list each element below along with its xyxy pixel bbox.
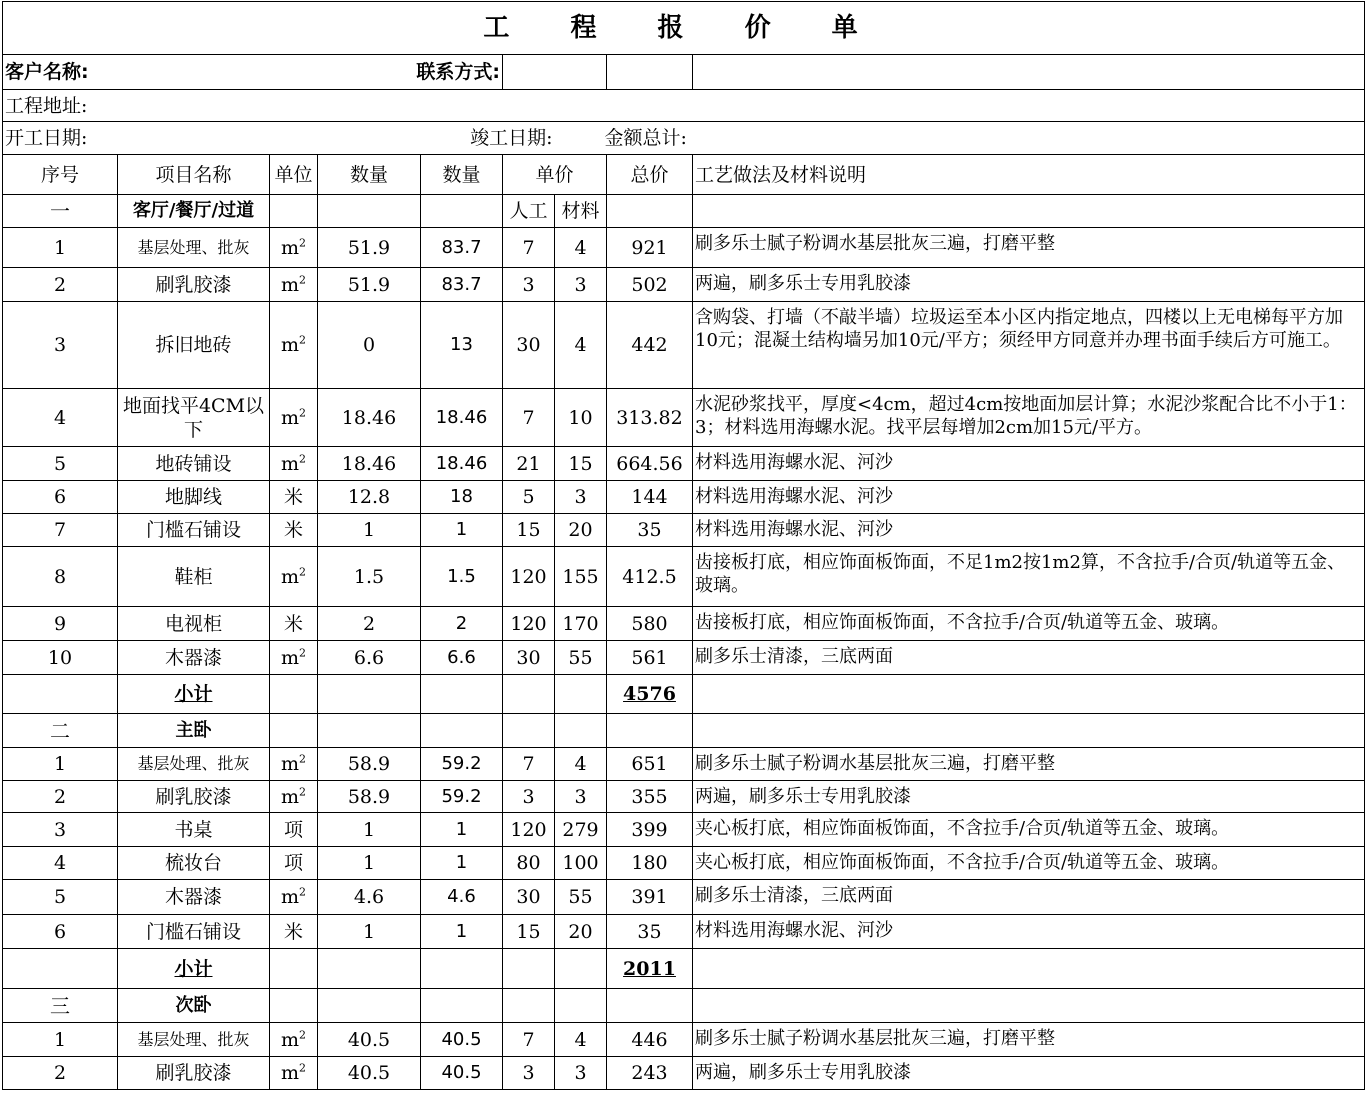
item-labor-price: 120 — [503, 547, 555, 607]
item-description: 两遍，刷多乐士专用乳胶漆 — [693, 268, 1365, 302]
item-labor-price: 3 — [503, 1057, 555, 1090]
empty-cell — [318, 949, 421, 989]
client-extra-cell[interactable] — [693, 55, 1365, 90]
col-desc: 工艺做法及材料说明 — [693, 155, 1365, 195]
item-qty2: 18.46 — [421, 389, 503, 447]
title-row — [3, 2, 1365, 55]
table-row — [3, 268, 1365, 302]
item-seq: 6 — [3, 915, 118, 949]
item-total: 180 — [607, 847, 693, 880]
subtotal-label: 小计 — [118, 675, 270, 714]
item-labor-price: 120 — [503, 813, 555, 847]
item-description: 材料选用海螺水泥、河沙 — [693, 481, 1365, 514]
item-description: 含购袋、打墙（不敲半墙）垃圾运至本小区内指定地点，四楼以上无电梯每平方加10元；混凝土结构墙另加10元/平方；须经甲方同意并办理书面手续后方可施工。 — [693, 302, 1365, 389]
item-description: 刷多乐士腻子粉调水基层批灰三遍，打磨平整 — [693, 228, 1365, 268]
col-seq: 序号 — [3, 155, 118, 195]
item-qty2: 59.2 — [421, 748, 503, 781]
item-seq: 2 — [3, 781, 118, 813]
item-total: 243 — [607, 1057, 693, 1090]
subtotal-row — [3, 949, 1365, 989]
unit-text: m — [280, 753, 300, 775]
unit-text: m — [280, 1028, 300, 1051]
item-qty2: 4.6 — [421, 880, 503, 915]
item-name: 梳妆台 — [118, 847, 270, 880]
col-qty1: 数量 — [318, 155, 421, 195]
empty-cell — [503, 675, 555, 714]
dates-row — [3, 122, 1365, 155]
item-qty2: 1 — [421, 915, 503, 949]
item-qty2: 13 — [421, 302, 503, 389]
item-labor-price: 21 — [503, 447, 555, 481]
item-unit — [270, 447, 318, 481]
item-material-price: 3 — [555, 781, 607, 813]
column-header-row — [3, 155, 1365, 195]
table-row — [3, 748, 1365, 781]
section-number: 三 — [3, 989, 118, 1023]
item-description: 夹心板打底，相应饰面板饰面，不含拉手/合页/轨道等五金、玻璃。 — [693, 847, 1365, 880]
table-row — [3, 847, 1365, 880]
unit-text: 米 — [283, 519, 303, 541]
empty-cell — [270, 675, 318, 714]
item-unit — [270, 389, 318, 447]
item-total: 921 — [607, 228, 693, 268]
start-date-label: 开工日期: — [3, 122, 318, 155]
unit-text: m — [280, 646, 300, 669]
item-labor-price: 7 — [503, 389, 555, 447]
item-name: 鞋柜 — [118, 547, 270, 607]
empty-cell — [607, 714, 693, 748]
col-total: 总价 — [607, 155, 693, 195]
item-name: 刷乳胶漆 — [118, 1057, 270, 1090]
col-qty2: 数量 — [421, 155, 503, 195]
unit-superscript: 2 — [299, 565, 307, 579]
item-material-price: 20 — [555, 915, 607, 949]
item-total: 35 — [607, 514, 693, 547]
item-description: 两遍，刷多乐士专用乳胶漆 — [693, 1057, 1365, 1090]
client-row — [3, 55, 1365, 90]
item-unit — [270, 607, 318, 641]
empty-cell — [3, 675, 118, 714]
item-material-price: 4 — [555, 302, 607, 389]
item-description: 齿接板打底，相应饰面板饰面，不含拉手/合页/轨道等五金、玻璃。 — [693, 607, 1365, 641]
total-amount-label: 金额总计: — [555, 122, 1365, 155]
item-description: 两遍，刷多乐士专用乳胶漆 — [693, 781, 1365, 813]
item-unit — [270, 1023, 318, 1057]
item-description: 材料选用海螺水泥、河沙 — [693, 447, 1365, 481]
empty-cell — [555, 675, 607, 714]
item-qty1: 58.9 — [318, 781, 421, 813]
item-description: 材料选用海螺水泥、河沙 — [693, 915, 1365, 949]
unit-superscript: 2 — [299, 273, 307, 287]
subtotal-value: 2011 — [607, 949, 693, 989]
item-description: 刷多乐士腻子粉调水基层批灰三遍，打磨平整 — [693, 748, 1365, 781]
empty-cell — [555, 989, 607, 1023]
client-name-label: 客户名称: — [3, 55, 318, 90]
quote-sheet — [2, 1, 1364, 1090]
item-labor-price: 15 — [503, 514, 555, 547]
item-seq: 2 — [3, 268, 118, 302]
unit-text: 米 — [283, 612, 303, 635]
empty-cell — [555, 949, 607, 989]
item-unit — [270, 1057, 318, 1090]
item-material-price: 10 — [555, 389, 607, 447]
item-seq: 7 — [3, 514, 118, 547]
item-qty1: 1 — [318, 514, 421, 547]
unit-superscript: 2 — [299, 236, 307, 250]
item-total: 446 — [607, 1023, 693, 1057]
item-unit — [270, 228, 318, 268]
item-description: 夹心板打底，相应饰面板饰面，不含拉手/合页/轨道等五金、玻璃。 — [693, 813, 1365, 847]
unit-text: m — [280, 565, 300, 588]
item-description: 刷多乐士腻子粉调水基层批灰三遍，打磨平整 — [693, 1023, 1365, 1057]
unit-superscript: 2 — [299, 406, 307, 420]
item-name: 刷乳胶漆 — [118, 781, 270, 813]
table-row — [3, 641, 1365, 675]
item-name: 木器漆 — [118, 880, 270, 915]
item-total: 580 — [607, 607, 693, 641]
unit-text: m — [280, 1062, 300, 1084]
item-labor-price: 30 — [503, 302, 555, 389]
item-total: 355 — [607, 781, 693, 813]
table-row — [3, 781, 1365, 813]
contact-label: 联系方式: — [318, 55, 503, 90]
item-material-price: 155 — [555, 547, 607, 607]
unit-text: m — [280, 406, 300, 429]
item-seq: 1 — [3, 228, 118, 268]
item-material-price: 100 — [555, 847, 607, 880]
unit-text: 米 — [283, 920, 303, 943]
empty-cell — [270, 989, 318, 1023]
empty-cell — [270, 714, 318, 748]
item-unit — [270, 880, 318, 915]
empty-cell — [503, 714, 555, 748]
table-row — [3, 1023, 1365, 1057]
item-material-price: 4 — [555, 228, 607, 268]
empty-cell — [503, 949, 555, 989]
item-qty1: 18.46 — [318, 447, 421, 481]
item-material-price: 279 — [555, 813, 607, 847]
item-description: 刷多乐士清漆，三底两面 — [693, 880, 1365, 915]
section-name: 次卧 — [118, 989, 270, 1023]
empty-cell — [421, 989, 503, 1023]
item-seq: 3 — [3, 302, 118, 389]
item-name: 拆旧地砖 — [118, 302, 270, 389]
empty-cell — [421, 675, 503, 714]
empty-cell — [693, 989, 1365, 1023]
item-name: 刷乳胶漆 — [118, 268, 270, 302]
item-qty1: 4.6 — [318, 880, 421, 915]
item-seq: 1 — [3, 1023, 118, 1057]
item-qty1: 51.9 — [318, 228, 421, 268]
item-qty2: 18.46 — [421, 447, 503, 481]
item-qty1: 40.5 — [318, 1023, 421, 1057]
item-material-price: 170 — [555, 607, 607, 641]
contact-value-cell[interactable] — [503, 55, 607, 90]
item-name: 门槛石铺设 — [118, 915, 270, 949]
item-description: 材料选用海螺水泥、河沙 — [693, 514, 1365, 547]
item-qty1: 1 — [318, 915, 421, 949]
item-unit — [270, 641, 318, 675]
item-total: 144 — [607, 481, 693, 514]
item-unit — [270, 748, 318, 781]
unit-text: m — [280, 785, 300, 808]
empty-cell — [503, 989, 555, 1023]
empty-cell — [607, 989, 693, 1023]
item-unit — [270, 302, 318, 389]
item-qty1: 12.8 — [318, 481, 421, 514]
item-unit — [270, 547, 318, 607]
subtotal-value: 4576 — [607, 675, 693, 714]
table-row — [3, 607, 1365, 641]
item-name: 地脚线 — [118, 481, 270, 514]
section-header-row — [3, 989, 1365, 1023]
empty-cell — [421, 714, 503, 748]
item-material-price: 4 — [555, 1023, 607, 1057]
unit-superscript: 2 — [299, 785, 307, 799]
item-seq: 6 — [3, 481, 118, 514]
item-material-price: 3 — [555, 481, 607, 514]
section-name: 客厅/餐厅/过道 — [118, 195, 270, 228]
item-material-price: 4 — [555, 748, 607, 781]
item-seq: 1 — [3, 748, 118, 781]
col-unit: 单位 — [270, 155, 318, 195]
unit-text: 项 — [283, 818, 303, 841]
item-material-price: 15 — [555, 447, 607, 481]
item-description: 刷多乐士清漆，三底两面 — [693, 641, 1365, 675]
table-row — [3, 1057, 1365, 1090]
item-total: 664.56 — [607, 447, 693, 481]
item-description: 水泥砂浆找平，厚度<4cm，超过4cm按地面加层计算；水泥沙浆配合比不小于1：3；材料选用海螺水泥。找平层每增加2cm加15元/平方。 — [693, 389, 1365, 447]
item-total: 391 — [607, 880, 693, 915]
item-total: 399 — [607, 813, 693, 847]
item-material-price: 3 — [555, 268, 607, 302]
item-total: 502 — [607, 268, 693, 302]
unit-text: m — [280, 452, 300, 475]
item-unit — [270, 481, 318, 514]
unit-text: m — [280, 236, 300, 259]
item-name: 地砖铺设 — [118, 447, 270, 481]
table-row — [3, 389, 1365, 447]
empty-cell — [318, 714, 421, 748]
item-qty2: 1 — [421, 847, 503, 880]
section-number: 二 — [3, 714, 118, 748]
unit-superscript: 2 — [299, 452, 307, 466]
col-name: 项目名称 — [118, 155, 270, 195]
item-seq: 3 — [3, 813, 118, 847]
quote-table — [2, 1, 1365, 1090]
item-qty1: 6.6 — [318, 641, 421, 675]
item-seq: 4 — [3, 389, 118, 447]
item-name: 门槛石铺设 — [118, 514, 270, 547]
item-name: 木器漆 — [118, 641, 270, 675]
item-seq: 4 — [3, 847, 118, 880]
item-labor-price: 120 — [503, 607, 555, 641]
empty-cell — [693, 949, 1365, 989]
section-name: 主卧 — [118, 714, 270, 748]
item-material-price: 3 — [555, 1057, 607, 1090]
item-qty2: 40.5 — [421, 1057, 503, 1090]
col-price: 单价 — [503, 155, 607, 195]
table-row — [3, 481, 1365, 514]
item-labor-price: 3 — [503, 781, 555, 813]
item-total: 412.5 — [607, 547, 693, 607]
unit-superscript: 2 — [299, 646, 307, 660]
item-total: 35 — [607, 915, 693, 949]
item-name: 电视柜 — [118, 607, 270, 641]
item-labor-price: 30 — [503, 641, 555, 675]
item-seq: 5 — [3, 447, 118, 481]
empty-cell — [421, 949, 503, 989]
item-qty2: 1.5 — [421, 547, 503, 607]
labor-subheader: 人工 — [503, 195, 555, 228]
item-material-price: 20 — [555, 514, 607, 547]
item-qty1: 0 — [318, 302, 421, 389]
item-qty1: 40.5 — [318, 1057, 421, 1090]
section-header-row — [3, 195, 1365, 228]
document-title: 工 程 报 价 单 — [3, 2, 1365, 55]
item-seq: 10 — [3, 641, 118, 675]
empty-cell — [693, 195, 1365, 228]
item-qty2: 6.6 — [421, 641, 503, 675]
subtotal-row — [3, 675, 1365, 714]
item-name: 基层处理、批灰 — [118, 228, 270, 268]
item-qty2: 59.2 — [421, 781, 503, 813]
table-row — [3, 228, 1365, 268]
item-total: 313.82 — [607, 389, 693, 447]
empty-cell — [270, 949, 318, 989]
unit-superscript: 2 — [299, 333, 307, 347]
item-qty1: 18.46 — [318, 389, 421, 447]
table-row — [3, 880, 1365, 915]
table-row — [3, 915, 1365, 949]
item-qty2: 18 — [421, 481, 503, 514]
item-qty1: 2 — [318, 607, 421, 641]
item-labor-price: 80 — [503, 847, 555, 880]
empty-cell — [3, 949, 118, 989]
table-row — [3, 514, 1365, 547]
table-row — [3, 447, 1365, 481]
unit-text: 米 — [283, 486, 303, 508]
item-unit — [270, 268, 318, 302]
item-total: 561 — [607, 641, 693, 675]
item-labor-price: 5 — [503, 481, 555, 514]
item-qty2: 83.7 — [421, 228, 503, 268]
item-unit — [270, 514, 318, 547]
item-qty2: 1 — [421, 813, 503, 847]
empty-cell — [318, 989, 421, 1023]
empty-cell — [607, 195, 693, 228]
address-label: 工程地址: — [3, 90, 1365, 122]
item-unit — [270, 781, 318, 813]
address-row — [3, 90, 1365, 122]
empty-cell — [693, 714, 1365, 748]
unit-text: 项 — [283, 852, 303, 874]
empty-cell — [693, 675, 1365, 714]
item-labor-price: 7 — [503, 748, 555, 781]
empty-cell — [318, 195, 421, 228]
item-qty2: 83.7 — [421, 268, 503, 302]
item-material-price: 55 — [555, 880, 607, 915]
end-date-label: 竣工日期: — [318, 122, 555, 155]
item-unit — [270, 813, 318, 847]
unit-superscript: 2 — [299, 885, 307, 899]
item-qty2: 2 — [421, 607, 503, 641]
item-unit — [270, 847, 318, 880]
item-name: 书桌 — [118, 813, 270, 847]
table-row — [3, 547, 1365, 607]
item-qty2: 1 — [421, 514, 503, 547]
material-subheader: 材料 — [555, 195, 607, 228]
contact-extra-cell[interactable] — [607, 55, 693, 90]
unit-text: m — [280, 273, 300, 296]
item-qty1: 1.5 — [318, 547, 421, 607]
item-name: 基层处理、批灰 — [118, 748, 270, 781]
subtotal-label: 小计 — [118, 949, 270, 989]
item-seq: 9 — [3, 607, 118, 641]
item-qty1: 51.9 — [318, 268, 421, 302]
unit-text: m — [280, 886, 300, 908]
section-header-row — [3, 714, 1365, 748]
table-row — [3, 302, 1365, 389]
unit-text: m — [280, 334, 300, 356]
item-name: 地面找平4CM以下 — [118, 389, 270, 447]
item-labor-price: 30 — [503, 880, 555, 915]
unit-superscript: 2 — [299, 752, 307, 766]
item-unit — [270, 915, 318, 949]
item-qty1: 1 — [318, 813, 421, 847]
item-seq: 8 — [3, 547, 118, 607]
item-labor-price: 7 — [503, 1023, 555, 1057]
item-description: 齿接板打底，相应饰面板饰面，不足1m2按1m2算，不含拉手/合页/轨道等五金、玻璃。 — [693, 547, 1365, 607]
table-row — [3, 813, 1365, 847]
item-qty1: 1 — [318, 847, 421, 880]
empty-cell — [421, 195, 503, 228]
section-number: 一 — [3, 195, 118, 228]
item-seq: 2 — [3, 1057, 118, 1090]
item-material-price: 55 — [555, 641, 607, 675]
unit-superscript: 2 — [299, 1061, 307, 1075]
item-labor-price: 3 — [503, 268, 555, 302]
empty-cell — [555, 714, 607, 748]
empty-cell — [270, 195, 318, 228]
empty-cell — [318, 675, 421, 714]
item-qty1: 58.9 — [318, 748, 421, 781]
item-labor-price: 7 — [503, 228, 555, 268]
item-name: 基层处理、批灰 — [118, 1023, 270, 1057]
item-total: 442 — [607, 302, 693, 389]
unit-superscript: 2 — [299, 1028, 307, 1042]
item-seq: 5 — [3, 880, 118, 915]
item-qty2: 40.5 — [421, 1023, 503, 1057]
item-total: 651 — [607, 748, 693, 781]
item-labor-price: 15 — [503, 915, 555, 949]
